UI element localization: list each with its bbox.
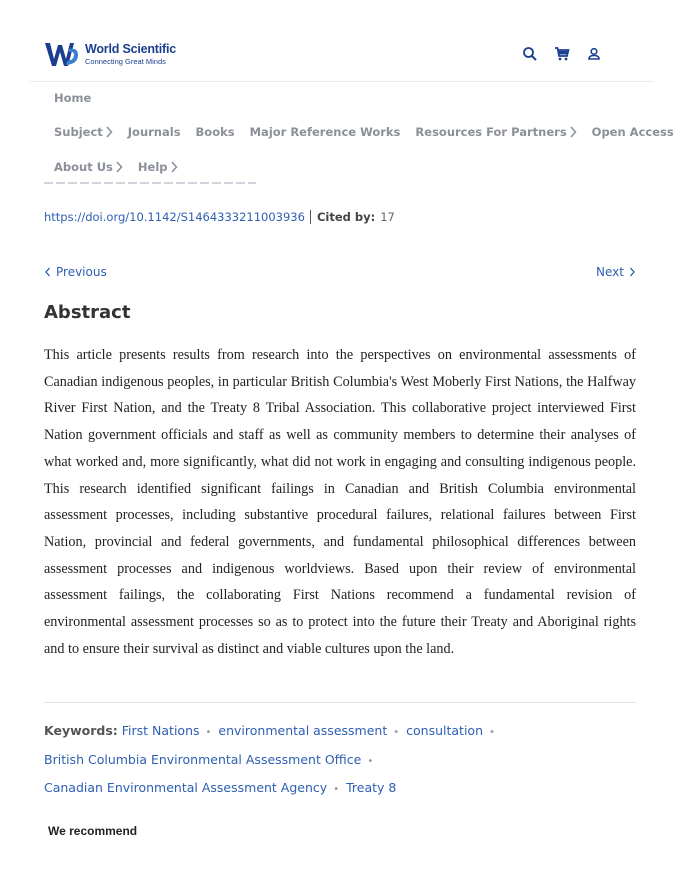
logo-name: World Scientific bbox=[85, 42, 177, 56]
keyword-separator: • bbox=[333, 784, 340, 796]
cited-by-label: Cited by: bbox=[316, 210, 376, 224]
nav-row-home bbox=[54, 91, 106, 105]
keyword-link[interactable]: environmental assessment bbox=[218, 723, 388, 738]
chevron-right-icon bbox=[105, 126, 113, 138]
chevron-left-icon bbox=[44, 267, 52, 277]
doi-link[interactable]: https://doi.org/10.1142/S1464333211003936 bbox=[44, 210, 311, 224]
previous-link[interactable] bbox=[44, 265, 107, 279]
nav-resources-label: Resources For Partners bbox=[415, 125, 567, 139]
site-header bbox=[0, 0, 680, 190]
nav-subject-label: Subject bbox=[54, 125, 103, 139]
nav-subject[interactable] bbox=[54, 125, 113, 139]
keyword-link[interactable]: consultation bbox=[406, 723, 483, 738]
nav-books[interactable]: Books bbox=[195, 125, 235, 139]
nav-home[interactable]: Home bbox=[54, 91, 92, 105]
nav-help[interactable] bbox=[138, 160, 178, 174]
next-link[interactable] bbox=[596, 265, 636, 279]
keyword-separator: • bbox=[393, 727, 400, 738]
chevron-right-icon bbox=[569, 126, 577, 138]
chevron-right-icon bbox=[170, 161, 178, 173]
cart-icon[interactable] bbox=[554, 46, 570, 62]
nav-major-reference-works[interactable]: Major Reference Works bbox=[249, 125, 401, 139]
chevron-right-icon bbox=[115, 161, 123, 173]
keywords bbox=[44, 718, 644, 804]
previous-label: Previous bbox=[56, 265, 107, 279]
we-recommend-heading: We recommend bbox=[48, 824, 138, 838]
keywords-label: Keywords: bbox=[44, 723, 118, 738]
nav-journals[interactable]: Journals bbox=[127, 125, 181, 139]
abstract-text: This article presents results from research into the perspectives on environmental assessments of Canadian indigenous peoples, in particular British Columbia's West Moberly First Nations, the Halfway River First Nation, and the Treaty 8 Tribal Association. This collaborative project interviewed First Nation government officials and staff as well as community members to determine their analyses of what worked and, more significantly, what did not work in engaging and consulting indigenous people. This research identified significant failings in Canadian and British Columbia environmental assessment processes, including substantive procedural failures, relational failures between First Nation, provincial and federal governments, and fundamental philosophical differences between assessment processes and indigenous worldviews. Based upon their review of environmental assessment failings, the collaborating First Nations recommend a fundamental revision of environmental assessment processes so as to protect into the future their Treaty and Aboriginal rights and to ensure their survival as distinct and viable cultures upon the land. bbox=[44, 347, 636, 657]
keyword-separator: • bbox=[205, 727, 212, 738]
abstract-heading: Abstract bbox=[44, 302, 131, 323]
logo-tagline: Connecting Great Minds bbox=[85, 56, 166, 66]
top-bar bbox=[30, 28, 654, 82]
nav-help-label: Help bbox=[137, 160, 168, 174]
keyword-separator: • bbox=[489, 727, 495, 738]
ws-logo-mark-icon bbox=[44, 39, 80, 69]
keyword-separator: • bbox=[367, 755, 374, 767]
divider bbox=[44, 702, 636, 703]
obscured-text-line bbox=[44, 178, 256, 186]
keyword-link[interactable]: British Columbia Environmental Assessment Office bbox=[44, 751, 362, 767]
cited-by-count[interactable]: 17 bbox=[380, 210, 395, 224]
search-icon[interactable] bbox=[522, 46, 538, 62]
nav-open-access[interactable]: Open Access bbox=[591, 125, 674, 139]
article-meta bbox=[44, 210, 395, 224]
chevron-right-icon bbox=[628, 267, 636, 277]
keyword-link[interactable]: First Nations bbox=[121, 723, 200, 738]
next-label: Next bbox=[596, 265, 624, 279]
main-nav bbox=[54, 125, 680, 139]
keyword-link[interactable]: Canadian Environmental Assessment Agency bbox=[44, 780, 328, 796]
nav-about-us[interactable] bbox=[54, 160, 123, 174]
world-scientific-logo[interactable] bbox=[44, 38, 176, 70]
nav-about-label: About Us bbox=[54, 160, 113, 174]
secondary-nav bbox=[54, 160, 193, 174]
nav-resources-for-partners[interactable] bbox=[415, 125, 576, 139]
keyword-link[interactable]: Treaty 8 bbox=[346, 780, 397, 796]
user-icon[interactable] bbox=[586, 46, 602, 62]
